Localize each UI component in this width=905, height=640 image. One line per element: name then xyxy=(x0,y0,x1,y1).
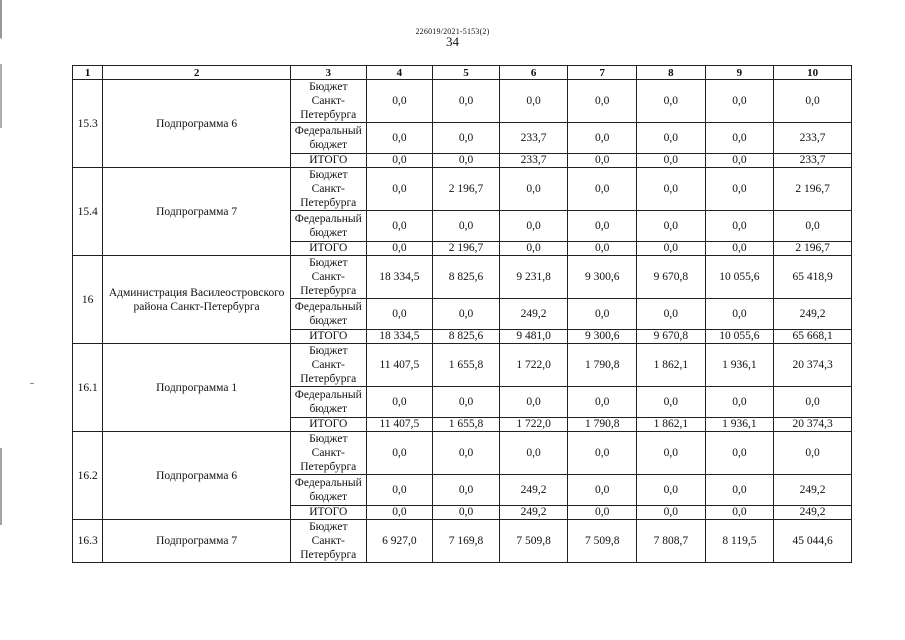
column-header: 7 xyxy=(568,66,637,80)
year-value-cell: 8 119,5 xyxy=(705,520,774,563)
year-value-cell: 7 509,8 xyxy=(568,520,637,563)
table-row xyxy=(73,168,852,211)
year-value-cell: 9 300,6 xyxy=(568,330,637,344)
year-value-cell: 0,0 xyxy=(366,80,433,123)
year-value-cell: 6 927,0 xyxy=(366,520,433,563)
year-value-cell: 18 334,5 xyxy=(366,256,433,299)
year-value-cell: 0,0 xyxy=(433,154,500,168)
program-name-cell: Администрация Василеостровского района Санкт-Петербурга xyxy=(103,256,291,344)
sum-total-cell: 0,0 xyxy=(774,387,852,418)
year-value-cell: 0,0 xyxy=(433,80,500,123)
row-number-cell: 16 xyxy=(73,256,103,344)
funding-source-cell: Бюджет Санкт-Петербурга xyxy=(290,432,366,475)
year-value-cell: 0,0 xyxy=(568,475,637,506)
year-value-cell: 0,0 xyxy=(366,387,433,418)
sum-total-cell: 65 418,9 xyxy=(774,256,852,299)
row-number-cell: 15.3 xyxy=(73,80,103,168)
year-value-cell: 0,0 xyxy=(637,387,706,418)
column-header: 3 xyxy=(290,66,366,80)
funding-source-cell: Федеральный бюджет xyxy=(290,211,366,242)
sum-total-cell: 233,7 xyxy=(774,123,852,154)
year-value-cell: 0,0 xyxy=(568,432,637,475)
total-label-cell: ИТОГО xyxy=(290,418,366,432)
year-value-cell: 0,0 xyxy=(433,475,500,506)
program-name-cell: Подпрограмма 1 xyxy=(103,344,291,432)
funding-source-cell: Федеральный бюджет xyxy=(290,475,366,506)
year-value-cell: 18 334,5 xyxy=(366,330,433,344)
year-value-cell: 1 655,8 xyxy=(433,418,500,432)
year-value-cell: 10 055,6 xyxy=(705,256,774,299)
column-header: 10 xyxy=(774,66,852,80)
year-value-cell: 0,0 xyxy=(705,299,774,330)
sum-total-cell: 65 668,1 xyxy=(774,330,852,344)
row-number-cell: 16.3 xyxy=(73,520,103,563)
year-value-cell: 9 300,6 xyxy=(568,256,637,299)
year-value-cell: 0,0 xyxy=(433,211,500,242)
year-value-cell: 1 936,1 xyxy=(705,344,774,387)
year-value-cell: 1 722,0 xyxy=(499,344,568,387)
year-value-cell: 0,0 xyxy=(499,168,568,211)
table-body xyxy=(73,80,852,563)
year-value-cell: 0,0 xyxy=(705,168,774,211)
year-value-cell: 0,0 xyxy=(366,154,433,168)
sum-total-cell: 249,2 xyxy=(774,299,852,330)
funding-source-cell: Федеральный бюджет xyxy=(290,387,366,418)
column-header: 8 xyxy=(637,66,706,80)
sum-total-cell: 2 196,7 xyxy=(774,168,852,211)
year-value-cell: 0,0 xyxy=(433,123,500,154)
year-value-cell: 0,0 xyxy=(568,242,637,256)
funding-source-cell: Бюджет Санкт-Петербурга xyxy=(290,80,366,123)
year-value-cell: 0,0 xyxy=(366,211,433,242)
year-value-cell: 0,0 xyxy=(705,432,774,475)
budget-table xyxy=(72,65,852,563)
column-header: 4 xyxy=(366,66,433,80)
year-value-cell: 7 509,8 xyxy=(499,520,568,563)
total-label-cell: ИТОГО xyxy=(290,242,366,256)
sum-total-cell: 233,7 xyxy=(774,154,852,168)
year-value-cell: 0,0 xyxy=(568,387,637,418)
year-value-cell: 0,0 xyxy=(499,80,568,123)
year-value-cell: 9 670,8 xyxy=(637,330,706,344)
year-value-cell: 0,0 xyxy=(366,242,433,256)
year-value-cell: 2 196,7 xyxy=(433,242,500,256)
column-header: 5 xyxy=(433,66,500,80)
sum-total-cell: 20 374,3 xyxy=(774,344,852,387)
funding-source-cell: Бюджет Санкт-Петербурга xyxy=(290,256,366,299)
sum-total-cell: 249,2 xyxy=(774,506,852,520)
year-value-cell: 0,0 xyxy=(705,211,774,242)
year-value-cell: 7 169,8 xyxy=(433,520,500,563)
year-value-cell: 0,0 xyxy=(568,123,637,154)
program-name-cell: Подпрограмма 7 xyxy=(103,168,291,256)
funding-source-cell: Бюджет Санкт-Петербурга xyxy=(290,168,366,211)
year-value-cell: 0,0 xyxy=(705,123,774,154)
column-header: 9 xyxy=(705,66,774,80)
program-name-cell: Подпрограмма 7 xyxy=(103,520,291,563)
total-label-cell: ИТОГО xyxy=(290,330,366,344)
year-value-cell: 0,0 xyxy=(499,242,568,256)
year-value-cell: 9 231,8 xyxy=(499,256,568,299)
year-value-cell: 7 808,7 xyxy=(637,520,706,563)
column-header: 2 xyxy=(103,66,291,80)
year-value-cell: 0,0 xyxy=(705,154,774,168)
year-value-cell: 0,0 xyxy=(568,168,637,211)
year-value-cell: 0,0 xyxy=(705,475,774,506)
sum-total-cell: 45 044,6 xyxy=(774,520,852,563)
total-label-cell: ИТОГО xyxy=(290,506,366,520)
column-header: 6 xyxy=(499,66,568,80)
sum-total-cell: 0,0 xyxy=(774,432,852,475)
year-value-cell: 8 825,6 xyxy=(433,256,500,299)
year-value-cell: 249,2 xyxy=(499,475,568,506)
year-value-cell: 0,0 xyxy=(433,432,500,475)
year-value-cell: 9 481,0 xyxy=(499,330,568,344)
year-value-cell: 0,0 xyxy=(366,168,433,211)
year-value-cell: 1 862,1 xyxy=(637,344,706,387)
scan-edge-mark xyxy=(0,0,2,640)
sum-total-cell: 2 196,7 xyxy=(774,242,852,256)
year-value-cell: 0,0 xyxy=(705,387,774,418)
program-name-cell: Подпрограмма 6 xyxy=(103,432,291,520)
document-registration-number: 226019/2021-5153(2) xyxy=(415,27,490,36)
year-value-cell: 10 055,6 xyxy=(705,330,774,344)
table-row xyxy=(73,256,852,299)
sum-total-cell: 0,0 xyxy=(774,80,852,123)
year-value-cell: 8 825,6 xyxy=(433,330,500,344)
year-value-cell: 0,0 xyxy=(433,299,500,330)
year-value-cell: 249,2 xyxy=(499,299,568,330)
year-value-cell: 233,7 xyxy=(499,123,568,154)
sum-total-cell: 249,2 xyxy=(774,475,852,506)
year-value-cell: 0,0 xyxy=(568,80,637,123)
total-label-cell: ИТОГО xyxy=(290,154,366,168)
year-value-cell: 1 655,8 xyxy=(433,344,500,387)
year-value-cell: 11 407,5 xyxy=(366,344,433,387)
program-name-cell: Подпрограмма 6 xyxy=(103,80,291,168)
year-value-cell: 1 936,1 xyxy=(705,418,774,432)
year-value-cell: 0,0 xyxy=(637,242,706,256)
table-row xyxy=(73,520,852,563)
year-value-cell: 0,0 xyxy=(433,506,500,520)
row-number-cell: 16.1 xyxy=(73,344,103,432)
table-row xyxy=(73,80,852,123)
year-value-cell: 0,0 xyxy=(637,80,706,123)
page-number: 34 xyxy=(446,34,459,49)
year-value-cell: 249,2 xyxy=(499,506,568,520)
year-value-cell: 1 722,0 xyxy=(499,418,568,432)
year-value-cell: 0,0 xyxy=(366,506,433,520)
funding-source-cell: Федеральный бюджет xyxy=(290,123,366,154)
year-value-cell: 0,0 xyxy=(705,80,774,123)
year-value-cell: 0,0 xyxy=(568,299,637,330)
row-number-cell: 15.4 xyxy=(73,168,103,256)
year-value-cell: 0,0 xyxy=(366,475,433,506)
column-number-row xyxy=(73,66,852,80)
year-value-cell: 0,0 xyxy=(637,168,706,211)
year-value-cell: 0,0 xyxy=(637,299,706,330)
table-row xyxy=(73,344,852,387)
year-value-cell: 0,0 xyxy=(366,432,433,475)
year-value-cell: 11 407,5 xyxy=(366,418,433,432)
funding-source-cell: Бюджет Санкт-Петербурга xyxy=(290,344,366,387)
year-value-cell: 1 790,8 xyxy=(568,418,637,432)
year-value-cell: 0,0 xyxy=(637,475,706,506)
funding-source-cell: Федеральный бюджет xyxy=(290,299,366,330)
sum-total-cell: 0,0 xyxy=(774,211,852,242)
year-value-cell: 0,0 xyxy=(637,123,706,154)
year-value-cell: 1 790,8 xyxy=(568,344,637,387)
year-value-cell: 9 670,8 xyxy=(637,256,706,299)
year-value-cell: 2 196,7 xyxy=(433,168,500,211)
year-value-cell: 0,0 xyxy=(568,154,637,168)
sum-total-cell: 20 374,3 xyxy=(774,418,852,432)
year-value-cell: 1 862,1 xyxy=(637,418,706,432)
year-value-cell: 0,0 xyxy=(637,211,706,242)
row-number-cell: 16.2 xyxy=(73,432,103,520)
year-value-cell: 0,0 xyxy=(637,432,706,475)
year-value-cell: 0,0 xyxy=(499,387,568,418)
year-value-cell: 0,0 xyxy=(433,387,500,418)
funding-source-cell: Бюджет Санкт-Петербурга xyxy=(290,520,366,563)
year-value-cell: 0,0 xyxy=(568,211,637,242)
column-header: 1 xyxy=(73,66,103,80)
year-value-cell: 0,0 xyxy=(637,154,706,168)
year-value-cell: 233,7 xyxy=(499,154,568,168)
table-row xyxy=(73,432,852,475)
year-value-cell: 0,0 xyxy=(366,123,433,154)
year-value-cell: 0,0 xyxy=(568,506,637,520)
year-value-cell: 0,0 xyxy=(499,211,568,242)
year-value-cell: 0,0 xyxy=(705,506,774,520)
year-value-cell: 0,0 xyxy=(366,299,433,330)
year-value-cell: 0,0 xyxy=(637,506,706,520)
year-value-cell: 0,0 xyxy=(705,242,774,256)
year-value-cell: 0,0 xyxy=(499,432,568,475)
scan-speck xyxy=(30,383,34,384)
